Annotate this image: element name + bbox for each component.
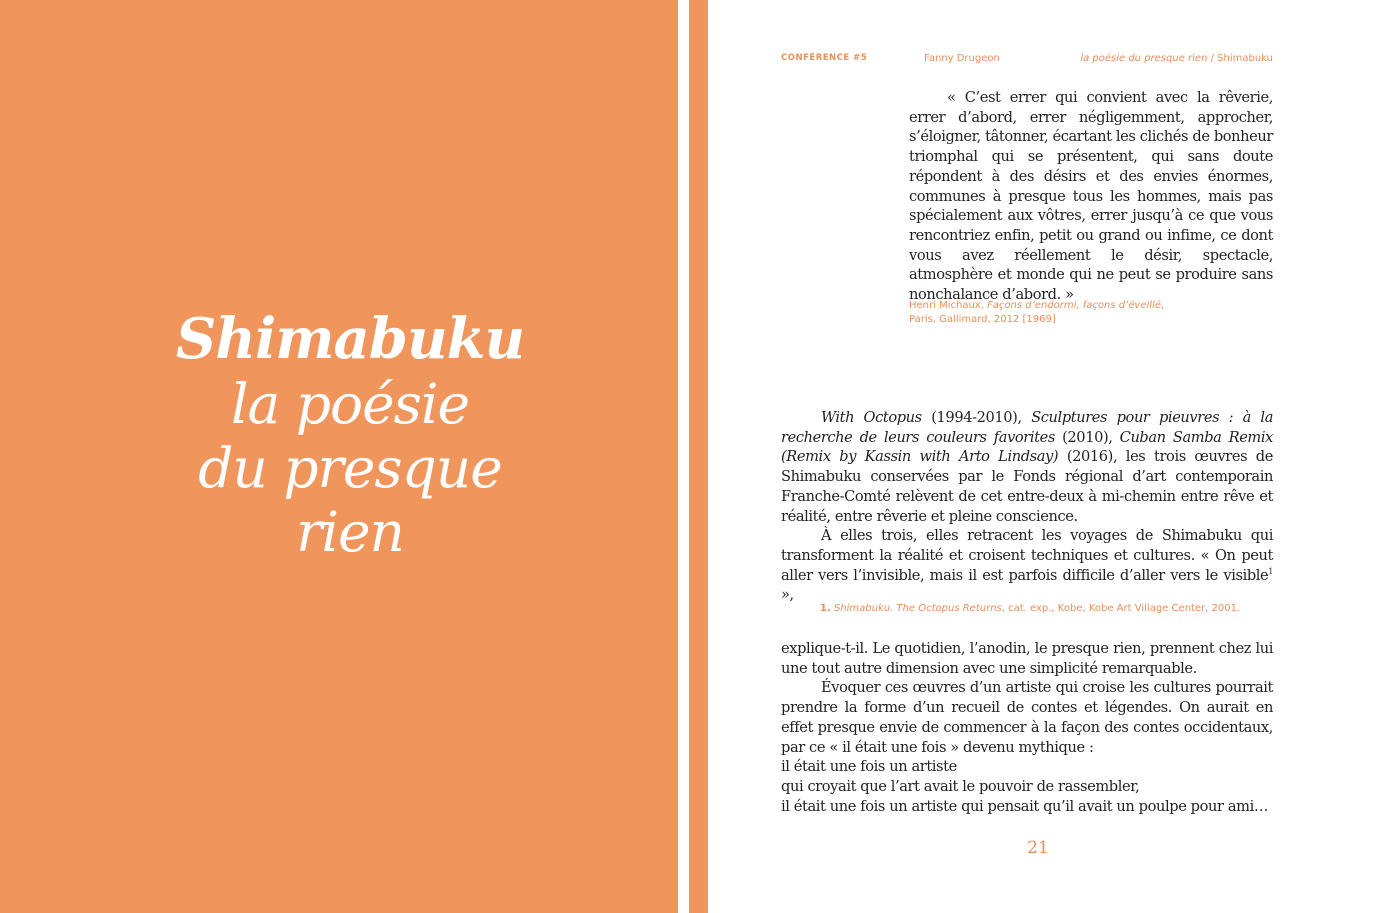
header-separator: /: [1207, 53, 1218, 64]
quote-text: « C’est errer qui convient avec la rêverie, errer d’abord, errer négligemment, approcher, s’éloigner, tâtonner, écartant les clichés de bonheur triomphal qui se présentent, qui sans doute répondent à des désirs et des envies énormes, communes à presque tous les hommes, mais pas spécialement aux vôtres, errer jusqu’à ce que vous rencontriez enfin, petit ou grand ou infime, ce dont vous avez réellement le désir, spectacle, atmosphère et monde qui ne peut se produire sans nonchalance d’abord. »: [909, 89, 1273, 304]
header-author: Fanny Drugeon: [924, 53, 1000, 64]
footnote-ref[interactable]: 1: [1268, 566, 1273, 576]
citation-publisher: Paris, Gallimard, 2012 [1969]: [909, 314, 1056, 325]
body-text-bottom: [781, 639, 1273, 816]
body-text-top: [781, 408, 1273, 605]
header-artist: Shimabuku: [1217, 53, 1273, 64]
p2-text: À elles trois, elles retracent les voyages de Shimabuku qui transforment la réalité et croisent techniques et cultures. « On peut aller vers l’invisible, mais il est parfois difficile d’aller vers le visible: [781, 527, 1273, 584]
paragraph-1: [781, 408, 1273, 526]
poem-line-1: il était une fois un artiste: [781, 758, 957, 776]
footnote: [820, 603, 1280, 614]
work-title-3: Cuban Samba Remix (Remix by Kassin with Arto Lindsay): [781, 428, 1273, 466]
footnote-number: 1.: [820, 603, 831, 614]
right-page: [708, 0, 1385, 913]
page-gutter: [678, 0, 689, 913]
poem-line-2: qui croyait que l’art avait le pouvoir de rassembler,: [781, 777, 1140, 795]
epigraph-quote: [909, 88, 1273, 305]
p1-text-2: (2010),: [1054, 428, 1120, 446]
citation-comma: ,: [1160, 300, 1165, 311]
running-header: [781, 53, 1273, 69]
cover-subtitle-line-2: du presque: [198, 436, 502, 500]
poem-line-3: il était une fois un artiste qui pensait qu’il avait un poulpe pour ami…: [781, 797, 1269, 815]
footnote-work: Shimabuku. The Octopus Returns: [833, 603, 1002, 614]
work-title-2: Sculptures pour pieuvres : à la recherche de leurs couleurs favorites: [781, 409, 1273, 446]
page-number: 21: [1027, 838, 1049, 858]
title-block: [60, 306, 640, 564]
p2-end: »,: [781, 586, 794, 604]
citation-work: Façons d’endormi, façons d’éveillé: [987, 300, 1161, 311]
p1-text-1: (1994-2010),: [921, 409, 1032, 426]
cover-title: Shimabuku: [175, 306, 525, 372]
quote-citation: [909, 299, 1289, 327]
paragraph-4: Évoquer ces œuvres d’un artiste qui croise les cultures pourrait prendre la forme d’un recueil de contes et légendes. On aurait en effet presque envie de commencer à la façon des contes occidentaux, par ce « il était une fois » devenu mythique :: [781, 679, 1273, 756]
header-title-italic: la poésie du presque rien: [1080, 53, 1208, 64]
footnote-rest: , cat. exp., Kobe, Kobe Art Village Center, 2001.: [1001, 603, 1241, 614]
p1-text-3: (2016), les trois œuvres de Shimabuku conservées par le Fonds régional d’art contemporain Franche-Comté relèvent de cet entre-deux à mi-chemin entre rêve et réalité, entre rêverie et pleine conscience.: [781, 448, 1273, 525]
left-page-cover: [0, 0, 678, 913]
header-conference: CONFÉRENCE #5: [781, 53, 868, 63]
page-edge-strip: [689, 0, 708, 913]
paragraph-2: [781, 526, 1273, 605]
cover-subtitle-line-3: rien: [296, 500, 404, 564]
header-running-title: [1080, 53, 1273, 64]
cover-subtitle-line-1: la poésie: [230, 372, 470, 436]
paragraph-3: explique-t-il. Le quotidien, l’anodin, le presque rien, prennent chez lui une tout autre dimension avec une simplicité remarquable.: [781, 640, 1273, 677]
work-title-1: With Octopus: [821, 409, 922, 426]
citation-author: Henri Michaux,: [909, 300, 988, 311]
